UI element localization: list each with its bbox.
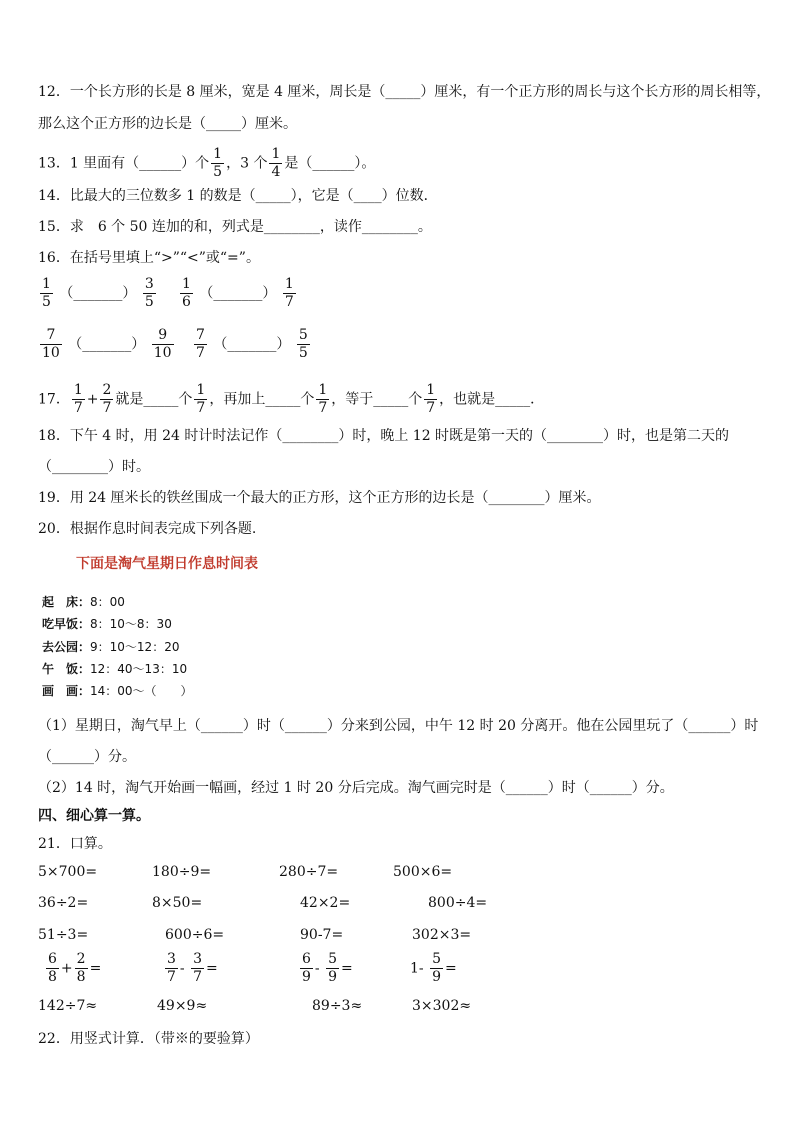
answer-blank: （_______） xyxy=(68,336,146,353)
q17-text-b: ，再加上_____个 xyxy=(209,391,315,408)
fraction: $\frac{1}{5}$ xyxy=(42,276,51,310)
q20-sub2: （2）14 时，淘气开始画一幅画，经过 1 时 20 分后完成。淘气画完时是（______）时（______）分。 xyxy=(38,780,674,796)
mental-calc-item: 51÷3= xyxy=(38,927,89,943)
fraction-calc-item: $\frac{6}{8}$ + $\frac{2}{8}$ = xyxy=(48,951,102,985)
schedule-row: 吃早饭：8：10～8：30 xyxy=(42,617,172,631)
estimate-item: 49×9≈ xyxy=(157,998,208,1014)
q17-text-c: ，等于_____个 xyxy=(331,391,423,408)
q13 xyxy=(38,146,375,181)
answer-blank: （_______） xyxy=(199,285,277,302)
fraction: $\frac{5}{5}$ xyxy=(298,327,308,361)
answer-blank: （_______） xyxy=(213,336,291,353)
mental-calc-item: 500×6= xyxy=(393,864,453,880)
plus-sign: + xyxy=(86,391,99,408)
fraction-calc-item: $\frac{6}{9}$ - $\frac{5}{9}$ = xyxy=(302,951,353,985)
q19: 19．用 24 厘米长的铁丝围成一个最大的正方形，这个正方形的边长是（________）厘米。 xyxy=(38,490,601,506)
schedule-row: 画 画：14：00～（ ） xyxy=(42,684,193,698)
schedule-title: 下面是淘气星期日作息时间表 xyxy=(76,556,258,572)
q15: 15．求 6 个 50 连加的和，列式是________，读作________。 xyxy=(38,219,432,235)
fraction: $\frac{3}{5}$ xyxy=(144,276,154,310)
fraction: $\frac{2}{7}$ xyxy=(102,382,112,416)
answer-blank: （_______） xyxy=(59,285,137,302)
mental-calc-item: 280÷7= xyxy=(279,864,339,880)
q17-text-a: 就是_____个 xyxy=(115,391,193,408)
q13-fraction-1: $\frac{1}{5}$ xyxy=(213,146,223,180)
mental-calc-item: 800÷4= xyxy=(428,895,488,911)
fraction-calc-item: 1- $\frac{5}{9}$ = xyxy=(410,951,457,985)
estimate-item: 89÷3≈ xyxy=(312,998,363,1014)
fraction: $\frac{1}{7}$ xyxy=(73,382,83,416)
fraction: $\frac{1}{7}$ xyxy=(196,382,206,416)
mental-calc-item: 5×700= xyxy=(38,864,98,880)
q12-line1: 12．一个长方形的长是 8 厘米，宽是 4 厘米，周长是（_____）厘米，有一个正方形的周长与这个长方形的周长相等， xyxy=(38,84,771,100)
q20-sub1-line2: （______）分。 xyxy=(38,749,136,765)
fraction: $\frac{7}{10}$ xyxy=(42,327,60,361)
q17 xyxy=(38,382,544,417)
fraction-calc-item: $\frac{3}{7}$ - $\frac{3}{7}$ = xyxy=(167,951,218,985)
estimate-item: 142÷7≈ xyxy=(38,998,98,1014)
fraction: $\frac{1}{7}$ xyxy=(426,382,436,416)
q18-line1: 18．下午 4 时，用 24 时计时法记作（________）时，晚上 12 时既是第一天的（________）时，也是第二天的 xyxy=(38,428,730,444)
section-heading: 四、细心算一算。 xyxy=(38,808,150,824)
mental-calc-item: 90-7= xyxy=(300,927,344,943)
schedule-row: 去公园：9：10～12：20 xyxy=(42,640,180,654)
fraction: $\frac{1}{7}$ xyxy=(284,276,294,310)
q13-fraction-2: $\frac{1}{4}$ xyxy=(271,146,281,180)
mental-calc-item: 600÷6= xyxy=(165,927,225,943)
q16-pair-2 xyxy=(178,276,298,311)
mental-calc-item: 302×3= xyxy=(412,927,472,943)
fraction: $\frac{9}{10}$ xyxy=(153,327,172,361)
mental-calc-item: 8×50= xyxy=(152,895,203,911)
q17-text-d: ，也就是_____． xyxy=(439,391,545,408)
q16-pair-3 xyxy=(38,327,176,362)
q20-title: 20．根据作息时间表完成下列各题. xyxy=(38,521,257,537)
fraction: $\frac{1}{6}$ xyxy=(182,276,191,310)
q22: 22．用竖式计算．（带※的要验算） xyxy=(38,1031,259,1047)
q20-sub1-line1: （1）星期日，淘气早上（______）时（______）分来到公园，中午 12 时 20 分离开。他在公园里玩了（______）时 xyxy=(38,718,759,734)
schedule-row: 起 床：8：00 xyxy=(42,595,125,609)
q12-line2: 那么这个正方形的边长是（_____）厘米。 xyxy=(38,116,297,132)
mental-calc-item: 42×2= xyxy=(300,895,351,911)
q16-pair-4 xyxy=(192,327,312,362)
q17-number: 17． xyxy=(38,391,70,408)
mental-calc-item: 180÷9= xyxy=(152,864,212,880)
q13-text-b: ，3 个 xyxy=(226,155,268,172)
q13-text-a: 13．1 里面有（______）个 xyxy=(38,155,210,172)
fraction: $\frac{1}{7}$ xyxy=(318,382,328,416)
q16-title: 16．在括号里填上“>”“<”或“=”。 xyxy=(38,250,260,266)
q16-pair-1 xyxy=(38,276,158,311)
fraction: $\frac{7}{7}$ xyxy=(196,327,205,361)
q14: 14．比最大的三位数多 1 的数是（_____），它是（____）位数． xyxy=(38,188,438,204)
schedule-row: 午 饭：12：40～13：10 xyxy=(42,662,188,676)
mental-calc-item: 36÷2= xyxy=(38,895,89,911)
q18-line2: （________）时。 xyxy=(38,459,150,475)
q13-text-c: 是（______）。 xyxy=(284,155,376,172)
estimate-item: 3×302≈ xyxy=(412,998,472,1014)
q21-title: 21．口算。 xyxy=(38,836,112,852)
